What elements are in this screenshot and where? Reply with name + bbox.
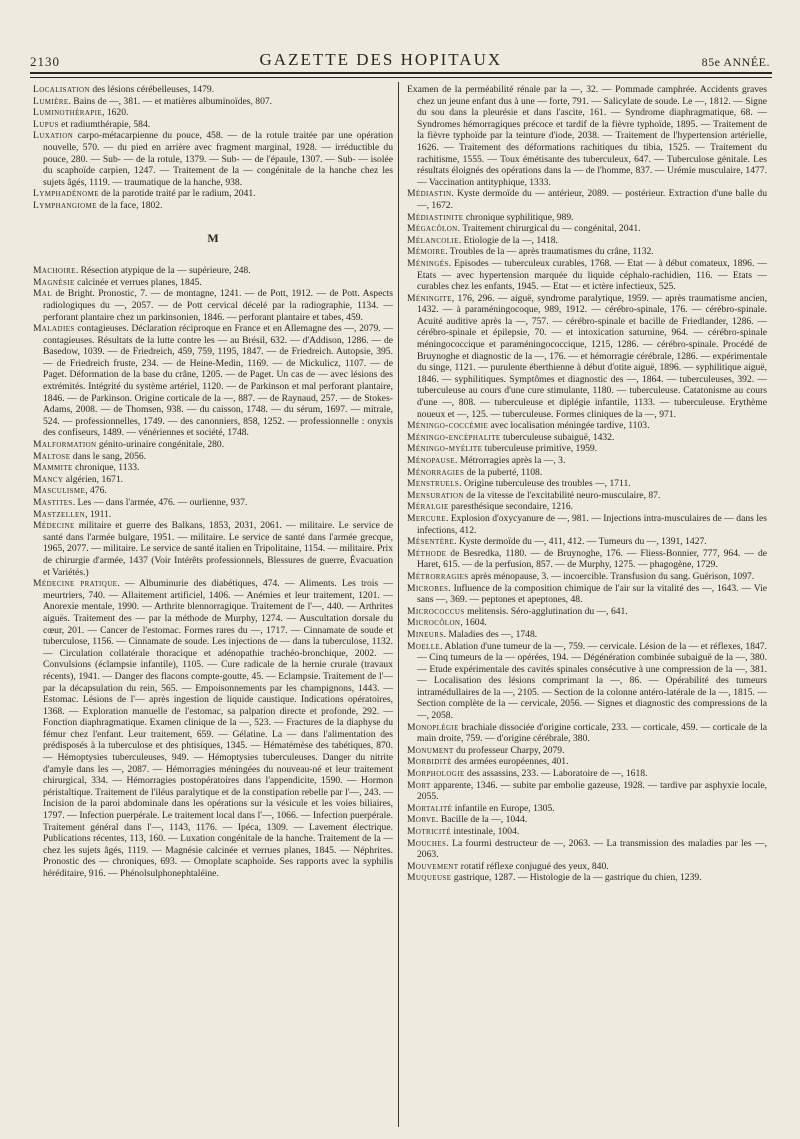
index-term: Masculisme: [33, 485, 86, 497]
index-term: Mort: [407, 779, 431, 791]
index-entry: [33, 288, 393, 323]
index-entry: [407, 235, 767, 247]
index-entry: [33, 96, 393, 108]
index-term: Lymphadénome: [33, 188, 99, 200]
index-entry-text: , 1911.: [85, 508, 112, 520]
index-entry-text: et radiumthérapie, 584.: [58, 118, 151, 130]
section-letter: M: [207, 230, 219, 245]
index-term: Mégacôlon: [407, 223, 458, 235]
index-entry-text: . Ablation d'une tumeur de la —, 759. — cervicale. Lésion de la — et réflexes, 1847. — Cinq tumeurs de la — opérées, 194. — Dégénération combinée subaiguë de la —, 380. — Etude expérimentale des cavités spinales consécutive à une compression de la —, 381. — Localisation des lésions comprimant la —, 86. — Opérabilité des tumeurs intramédullaires de la —, 2105. — Section de la colonne antéro-latérale de la —, 1815. — Section complète de la — cervicale, 2056. — Signes et diagnostic des compressions de la —, 2058.: [417, 640, 767, 722]
right-column: [407, 84, 767, 1124]
index-entry: [407, 571, 767, 583]
index-entry: [33, 323, 393, 439]
index-term: Malformation: [33, 439, 97, 451]
index-entry-text: avec localisation méningée tardive, 1103.: [488, 420, 650, 432]
journal-title: GAZETTE DES HOPITAUX: [259, 50, 503, 69]
index-entry: [407, 420, 767, 432]
index-entry: [407, 84, 767, 188]
index-entry-text: chronique, 1133.: [72, 462, 140, 474]
index-entry: [407, 826, 767, 838]
index-entry: [33, 474, 393, 486]
index-term: Maltose: [33, 450, 71, 462]
index-entry: [407, 501, 767, 513]
index-term: Mélancolie: [407, 234, 459, 246]
index-entry-text: . Kyste dermoïde du — antérieur, 2089. — postérieur. Extraction d'une balle du —, 1672.: [417, 188, 767, 211]
index-term: Méralgie: [407, 501, 449, 513]
index-entry: [407, 617, 767, 629]
index-term: Méningite: [407, 292, 452, 304]
index-entry-text: de Besredka, 1180. — de Bruynoghe, 176. — Fliess-Bonnier, 777, 964. — de Haret, 615. — de la perfusion, 857. — de Murphy, 1275. — phagogène, 1729.: [417, 547, 767, 571]
index-entry-text: militaire et guerre des Balkans, 1853, 2031, 2061. — militaire. Le service de santé dans l'armée bulgare, 1951. — militaire. Le service de santé dans l'armée grecque, 1965, 2077. — militaire. Le service de santé italien en Tripolitaine, 1154. — militaire. Prix de chirurgie d'armée, 1437 (Voir Intérêts professionnels, Blessures de guerre, Évacuation et Variétés.): [43, 520, 393, 578]
index-entry-text: de la vitesse de l'excitabilité neuro-musculaire, 87.: [463, 489, 661, 501]
index-entry-text: des lésions cérébelleuses, 1479.: [89, 84, 215, 95]
index-entry-text: . Etiologie de la —, 1418.: [458, 234, 558, 246]
index-entry-text: carpo-métacarpienne du pouce, 458. — de la rotule traitée par une opération nouvelle, 570. — du pied en arrière avec fragment marginal, 1928. — irréductible du pouce, 280. — Sub- — de la rotule, 1379. — Sub- — de l'épaule, 1307. — Sub- — isolée du scaphoïde carpien, 1247. — Traitement de la — congénitale de la hanche chez les sujets âgés, 1119. — traumatique de la hanche, 938.: [43, 130, 393, 188]
index-entry-text: , 476.: [85, 485, 107, 497]
index-term: Lumière: [33, 95, 69, 107]
index-entry: [407, 513, 767, 536]
index-entry-text: calcinée et verrues planes, 1845.: [74, 276, 202, 288]
index-entry-text: . — Albuminurie des diabétiques, 474. — Aliments. Les trois — meurtriers, 740. — Allaitement artificiel, 1406. — Anémies et leur traitement, 1201. — Anorexie mentale, 1990. — Arthrite blennorragique. Traitement de l'—, 440. — Arthrites aiguës. Traitement des — par la méthode de Murphy, 1274. — Auscultation dorsale du cœur, 201. — Cancer de l'estomac. Formes rares du —, 1717. — Cinnamate de soude et tuberculose, 1156. — Cinnamate de soude. Les injections de — dans la tuberculose, 1132. — Circulation collatérale thoracique et adénopathie trachéo-bronchique, 2002. — Convulsions (éclampsie infantile), 1105. — Cure radicale de la hernie crurale (travaux récents), 1941. — Danger des flacons compte-goutte, 45. — Eclampsie. Traitement de l'— par la décapsulation du rein, 565. — Empoisonnements par les champignons, 1443. — Estomac. Lésions de l'— après ingestion de liquide caustique. Indications opératoires, 1368. — Exploration manuelle de l'estomac, sa palpation directe et profonde, 292. — Fonction diaphragmatique. Examen clinique de la —, 523. — Fractures de la diaphyse du fémur chez l'enfant. Leur traitement, 659. — Gélatine. La — dans l'alimentation des prédisposés à la tuberculose et des phtisiques, 1345. — Hématémèse des tabétiques, 870. — Hémoptysies tuberculeuses, 949. — Hémoptysies tuberculeuses. Danger du nitrite d'amyle dans les —, 2087. — Hémorragies méningées du nouveau-né et leur traitement chirurgical, 334. — Hémorragies postopératoires dans l'appendicite, 1590. — Hormon péristaltique. Traitement de l'iléus paralytique et de la constipation rebelle par l'—, 243. — Incision de la paroi abdominale dans les opérations sur la vésicule et les voies biliaires, 1797. — Infection puerpérale. Le traitement local dans l'—, 1066. — Infection puerpérale. Traitement général dans l'—, 1143, 1176. — Ipéca, 1309. — Lavement électrique. Publications récentes, 113, 160. — Luxation congénitale de la hanche. Traitement de la — chez les sujets âgés, 1119. — Magnésie calcinée et verrues planes, 1845. — Néphrites. Pronostic des — chroniques, 693. — Omoplate scaphoïde. Ses rapports avec la syphilis héréditaire, 916. — Phénolsulphonephtaléine.: [43, 578, 393, 879]
index-entry: [407, 756, 767, 768]
index-term: Mensuration: [407, 489, 464, 501]
index-entry: [407, 629, 767, 641]
index-term: Machoire: [33, 265, 76, 277]
index-entry-text: de Bright. Pronostic, 7. — de montagne, 1241. — de Pott, 1912. — de Pott. Aspects radiologiques du —, 2057. — de Pott cervical décelé par la radiographie, 1134. — perforant plantaire chez un parkinsonien, 1846. — perforant plantaire et tabes, 459.: [43, 288, 393, 323]
index-entry: [407, 490, 767, 502]
index-entry: [33, 200, 393, 212]
index-entry-text: dans le sang, 2056.: [70, 450, 147, 462]
index-entry-text: tuberculeuse primitive, 1959.: [482, 443, 598, 455]
index-entry: [407, 258, 767, 293]
volume-year: 85e ANNÉE.: [701, 55, 770, 69]
index-term: Mésentère: [407, 536, 455, 548]
page-number: 2130: [30, 54, 60, 69]
index-entry: [407, 803, 767, 815]
index-term: Mal: [33, 288, 53, 300]
column-divider: [398, 82, 399, 1127]
index-entry-text: de la puberté, 1108.: [464, 466, 543, 478]
index-entry-text: . Bains de —, 381. — et matières albuminoïdes, 807.: [68, 95, 273, 107]
index-entry-text: gastrique, 1287. — Histologie de la — gastrique du chien, 1239.: [451, 872, 702, 884]
header-rule-thin: [30, 77, 772, 78]
index-term: Méningo-coccémie: [407, 420, 489, 432]
index-term: Mammite: [33, 462, 73, 474]
index-entry-text: rotatif réflexe conjugué des yeux, 840.: [458, 860, 609, 872]
index-entry-text: brachiale dissociée d'origine corticale, 233. — corticale, 459. — corticale de la main droite, 759. — d'origine cérébrale, 380.: [417, 721, 767, 745]
index-term: Mortalité: [407, 802, 453, 814]
index-term: Microbes: [407, 582, 449, 594]
index-entry: [407, 780, 767, 803]
index-term: Luxation: [33, 130, 74, 142]
index-term: Ménopause: [407, 455, 456, 466]
index-term: Méningés: [407, 257, 449, 269]
index-entry: [407, 432, 767, 444]
index-entry: [407, 641, 767, 722]
index-entry: [407, 212, 767, 224]
index-entry: [407, 768, 767, 780]
index-entry: [33, 578, 393, 879]
index-entry-text: . La fourmi destructeur de —, 2063. — La transmission des maladies par les —, 2063.: [417, 837, 767, 861]
index-term: Micrococcus: [407, 605, 465, 617]
index-entry-text: . Origine tuberculeuse des troubles —, 1711.: [459, 478, 631, 490]
index-entry-text: . Kyste dermoïde du —, 411, 412. — Tumeurs du —, 1391, 1427.: [454, 536, 707, 548]
index-entry: [407, 606, 767, 618]
index-entry: [33, 451, 393, 463]
index-entry: [33, 107, 393, 119]
index-entry: [33, 130, 393, 188]
index-term: Lymphangiome: [33, 199, 97, 211]
index-entry: [33, 485, 393, 497]
index-entry-text: des assassins, 233. — Laboratoire de —, 1618.: [464, 768, 648, 780]
index-term: Lupus: [33, 118, 59, 130]
index-term: Mineurs: [407, 628, 444, 640]
index-entry: [33, 509, 393, 521]
index-term: Maladies: [33, 323, 75, 335]
index-entry-text: . Explosion d'oxycyanure de —, 981. — Injections intra-musculaires de — dans les infections, 412.: [417, 512, 767, 536]
index-entry: [407, 722, 767, 745]
index-entry: [407, 536, 767, 548]
index-term: Microcôlon: [407, 617, 461, 629]
index-entry-text: chronique syphilitique, 989.: [463, 211, 574, 223]
index-term: Méthode: [407, 547, 447, 559]
index-entry-text: apparente, 1346. — subite par embolie gazeuse, 1928. — tardive par asphyxie locale, 2055.: [417, 779, 767, 803]
index-entry: [407, 838, 767, 861]
index-entry-text: de la parotide traité par le radium, 2041.: [98, 188, 256, 200]
index-term: Mastzellen: [33, 508, 86, 520]
index-term: Médiastinite: [407, 211, 464, 223]
index-entry: [33, 439, 393, 451]
left-column: [33, 84, 393, 1124]
index-entry-text: , 1620.: [102, 107, 129, 119]
index-entry: [407, 814, 767, 826]
index-entry: [33, 84, 393, 96]
index-entry-text: intestinale, 1004.: [451, 826, 520, 837]
index-term: Ménorragies: [407, 466, 465, 478]
index-term: Mastites: [33, 497, 73, 508]
index-entry-text: . Traitement chirurgical du — congénital, 2041.: [457, 223, 641, 235]
index-entry-text: . Episodes — tuberculeux curables, 1768. — Etat — à début comateux, 1896. — Etats — avec hypertension marquée du liquide céphalo-rachidien, 116. — Etats — curables chez les enfants, 1945. — Etat — et ictère infectieux, 525.: [417, 257, 767, 293]
index-entry-text: paresthésique secondaire, 1216.: [448, 501, 574, 513]
index-term: Morve: [407, 814, 437, 826]
index-entry-text: . Troubles de la — après traumatismes du crâne, 1132.: [445, 246, 654, 258]
index-entry-text: infantile en Europe, 1305.: [452, 802, 555, 814]
index-entry: [33, 119, 393, 131]
index-term: Mouches: [407, 837, 447, 849]
index-entry: [407, 223, 767, 235]
index-entry: [407, 548, 767, 571]
index-term: Monoplégie: [407, 721, 459, 733]
index-entry-text: tuberculeuse subaiguë, 1432.: [500, 431, 615, 443]
index-entry-text: après ménopause, 3. — incoercible. Transfusion du sang. Guérison, 1097.: [468, 570, 755, 582]
index-term: Luminothérapie: [33, 107, 103, 119]
index-term: Méningo-encéphalite: [407, 431, 501, 443]
index-entry-text: des armées européennes, 401.: [451, 756, 569, 768]
index-term: Moelle: [407, 640, 441, 652]
index-entry-text: . Les — dans l'armée, 476. — ourlienne, 937.: [72, 497, 248, 508]
index-entry-text: . Résection atypique de la — supérieure, 248.: [75, 265, 251, 277]
index-term: Mémoire: [407, 246, 446, 258]
index-term: Méningo-myélite: [407, 443, 483, 455]
index-entry-text: contagieuses. Déclaration réciproque en France et en Allemagne des —, 2079. — contagieuses. Résultats de la lutte contre les — au Brésil, 632. — d'Addison, 1286. — de Basedow, 1039. — de Friedreich, 459, 759, 1195, 1847. — de Friedreich. Autopsie, 395. — de Friedreich fruste, 234. — de Heine-Medin, 1169. — de Mickulicz, 1107. — de Paget. Déformation de la base du crâne, 1205. — de Paget. Un cas de — avec lésions des extrémités. Intégrité du système artériel, 1120. — de Parkinson et mal perforant plantaire, 1846. — de Parkinson. Origine corticale de la —, 887. — de Raynaud, 257. — de Stokes-Adams, 2008. — de Thomsen, 938. — du caisson, 1748. — du sérum, 1697. — mitrale, 524. — professionnelles, 1749. — des canonniers, 858, 1252. — professionnelle : onyxis des confiseurs, 1489. — vénériennes et société, 1748.: [43, 323, 393, 439]
index-entry-text: . Métrorragies après la —, 3.: [455, 455, 566, 466]
index-term: Muqueuse: [407, 872, 452, 884]
index-entry: [33, 497, 393, 509]
index-term: Médecine pratique: [33, 578, 118, 590]
header-rule: [30, 72, 772, 74]
index-entry-text: . Influence de la composition chimique de l'air sur la vitalité des —, 1643. — Vie sans —, 369. — peptones et apeptones, 48.: [417, 582, 767, 606]
index-entry-text: , 1604.: [460, 617, 487, 629]
index-entry-text: , 176, 296. — aiguë, syndrome paralytique, 1959. — après traumatisme ancien, 1432. — à paraméningocoque, 989, 1912. — cérébro-spinale, 176. — cérébro-spinale. Acuité auditive après la —, 757. — cérébro-spinale et bacille de Friedlander, 1286. — cérébro-spinale et épilepsie, 70. — et intoxication saturnine, 964. — cérébro-spinale méningococcique et paraméningococcique, 1215, 1286. — cérébro-spinale. Procédé de Bruynoghe et diagnostic de la —, 176. — et hémorragie cérébrale, 1286. — expérimentale du singe, 1121. — purulente éberthienne à début d'otite aiguë, 1896. — syphilitique aiguë, 1846. — syphilitiques. Symptômes et diagnostic des —, 1864. — tuberculeuses, 392. — tuberculeuse au cours d'une cure stimulante, 1180. — tuberculeuse. Catatonisme au cours d'une —, 808. — tuberculeuse et diplégie infantile, 1133. — tuberculeuse. Erythème noueux et —, 125. — tuberculeuse. Formes cliniques de la —, 971.: [417, 292, 767, 420]
page-header: [30, 40, 770, 70]
index-entry-text: de la face, 1802.: [96, 199, 163, 211]
index-entry-text: Examen de la perméabilité rénale par la —, 32. — Pommade camphrée. Accidents graves chez un jeune enfant dus à une — forte, 791. — Salicylate de soude. Le —, 1812. — Signe du sou dans la pleurésie et dans l'ascite, 161. — Syndrome diaphragmatique, 68. — Syndromes hémorragiques précoce et tardif de la fièvre typhoïde, 1895. — Traitement de la fièvre typhoïde par la teinture d'iode, 2038. — Traitement de l'hypertension artérielle, 1626. — Traitement des déformations rachitiques du tibia, 1525. — Traitement du rachitisme, 1555. — Toux émétisante des tuberculeux, 647. — Tuberculose génitale. Les résultats éloignés des opérations dans la — de l'homme, 837. — Urémie musculaire, 1477. — Vaccination antityphique, 1333.: [407, 84, 767, 188]
index-entry: [33, 188, 393, 200]
index-entry-text: . Maladies des —, 1748.: [443, 628, 538, 640]
index-term: Médecine: [33, 520, 75, 532]
index-entry: [407, 246, 767, 258]
index-term: Morbidité: [407, 756, 452, 768]
index-entry: [407, 583, 767, 606]
index-entry-text: melitensis. Séro-agglutination du —, 641.: [464, 605, 628, 617]
index-term: Mercure: [407, 512, 446, 524]
index-entry: [33, 265, 393, 277]
index-entry: [33, 520, 393, 578]
index-term: Magnésie: [33, 276, 75, 288]
index-entry: [407, 861, 767, 873]
index-entry: [407, 478, 767, 490]
index-term: Médiastin: [407, 188, 452, 200]
index-entry: [407, 455, 767, 467]
index-entry-text: algérien, 1671.: [63, 473, 124, 485]
index-entry-text: . Bacille de la —, 1044.: [436, 814, 528, 826]
index-term: Menstruels: [407, 478, 460, 490]
index-entry: [33, 462, 393, 474]
index-term: Localisation: [33, 84, 90, 95]
index-entry-text: du professeur Charpy, 2079.: [453, 744, 565, 756]
index-entry: [407, 443, 767, 455]
index-term: Motricité: [407, 826, 452, 837]
index-term: Mancy: [33, 473, 64, 485]
index-entry: [33, 277, 393, 289]
index-entry: [407, 293, 767, 421]
index-entry: [407, 745, 767, 757]
index-term: Morphologie: [407, 768, 465, 780]
index-entry: [407, 872, 767, 884]
index-entry: [407, 467, 767, 479]
index-term: Monument: [407, 744, 454, 756]
index-term: Métrorragies: [407, 570, 469, 582]
index-entry-text: génito-urinaire congénitale, 280.: [96, 439, 225, 451]
index-term: Mouvement: [407, 860, 459, 872]
index-entry: [407, 188, 767, 211]
